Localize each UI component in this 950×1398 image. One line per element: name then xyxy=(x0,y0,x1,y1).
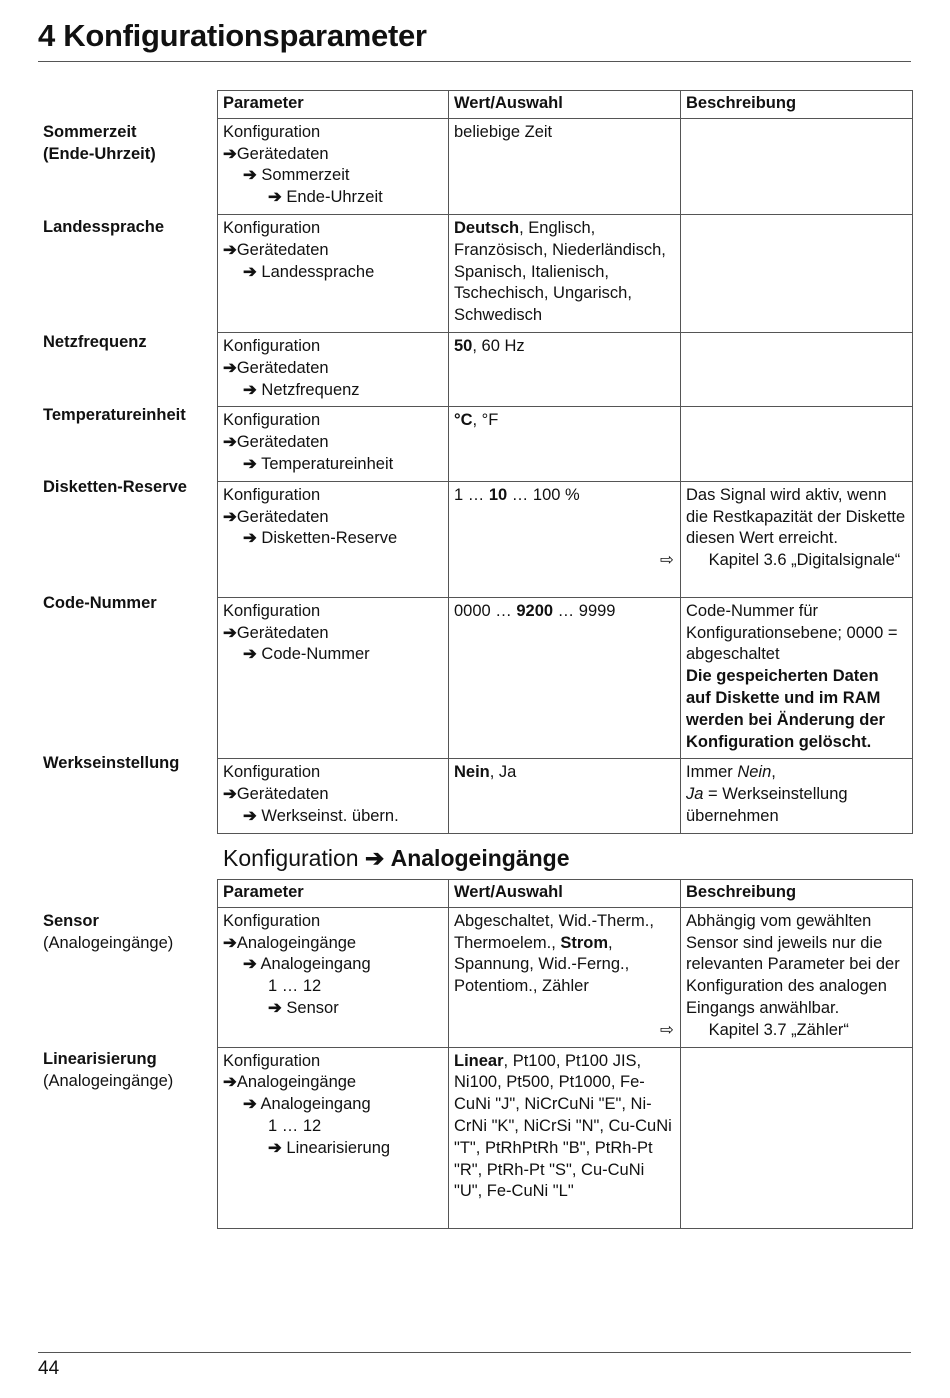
path-step xyxy=(223,358,443,380)
path-step: Konfiguration xyxy=(223,218,321,237)
arrow-right-icon: ➔ xyxy=(243,1095,257,1114)
page-number: 44 xyxy=(38,1358,60,1379)
table-row xyxy=(218,907,913,1047)
path-step xyxy=(223,165,443,187)
heading-text: Konfiguration xyxy=(223,845,359,871)
path-step-label: Linearisierung xyxy=(286,1138,391,1157)
table-row xyxy=(218,214,913,332)
path-step xyxy=(223,954,443,976)
value-options: , Ja xyxy=(489,763,517,782)
default-value: 50 xyxy=(454,336,473,355)
row-label-landessprache xyxy=(43,217,215,239)
cross-reference xyxy=(660,1020,907,1042)
description-text: Abhängig vom gewählten Sensor sind jeweils nur die relevanten Parameter bei der Konfiguration des analogen Eingangs anwählbar. xyxy=(686,911,900,1017)
arrow-right-icon: ➔ xyxy=(243,529,257,548)
path-step xyxy=(223,380,443,402)
parameter-table-analogeingaenge xyxy=(217,879,913,1229)
path-step: Konfiguration xyxy=(223,601,321,620)
path-step-label: Disketten-Reserve xyxy=(261,529,398,548)
path-step xyxy=(223,262,443,284)
column-header-parameter: Parameter xyxy=(218,880,449,908)
default-value: °C xyxy=(454,411,473,430)
arrow-right-icon: ➔ xyxy=(223,933,237,952)
row-label-line: Werkseinstellung xyxy=(43,754,180,772)
default-value: 10 xyxy=(488,485,508,504)
value-options: , Pt100, Pt100 JIS, Ni100, Pt500, Pt1000, Fe-CuNi "J", NiCrCuNi "E", Ni-CrNi "K", NiCrSi "N", Cu-CuNi "T", PtRhPtRh "B", PtRh-Pt "R", PtRh-Pt "S", Cu-CuNi "U", Fe-CuNi "L" xyxy=(454,1051,672,1201)
description-cell xyxy=(660,481,913,597)
cross-reference xyxy=(660,550,907,572)
warning-text: Die gespeicherten Daten auf Diskette und im RAM werden bei Änderung der Konfiguration gelöscht. xyxy=(686,667,885,751)
parameter-path xyxy=(218,907,449,1047)
row-label-line: Sensor xyxy=(43,912,99,930)
value-cell xyxy=(449,481,681,597)
arrow-right-icon: ➔ xyxy=(268,1138,282,1157)
parameter-path xyxy=(218,481,449,597)
path-step-label: Netzfrequenz xyxy=(261,380,360,399)
table-row xyxy=(218,332,913,406)
path-step: Konfiguration xyxy=(223,911,321,930)
arrow-right-icon: ➔ xyxy=(223,623,237,642)
table-row xyxy=(218,1047,913,1228)
path-step: Konfiguration xyxy=(223,411,321,430)
path-step-label: Sensor xyxy=(286,998,339,1017)
column-header-wert: Wert/Auswahl xyxy=(449,880,681,908)
path-step-label: Sommerzeit xyxy=(261,166,350,185)
path-step: 1 … 12 xyxy=(268,977,322,996)
arrow-right-icon: ➔ xyxy=(223,433,237,452)
arrow-right-icon: ➔ xyxy=(223,507,237,526)
row-label-line: Disketten-Reserve xyxy=(43,478,187,496)
value-cell xyxy=(449,907,681,1047)
parameter-path xyxy=(218,214,449,332)
reference-text: Kapitel 3.6 „Digitalsignale“ xyxy=(708,551,901,570)
table-header-row xyxy=(218,880,913,908)
value-min: 0000 … xyxy=(454,601,517,620)
path-step xyxy=(223,432,443,454)
reference-text: Kapitel 3.7 „Zähler“ xyxy=(708,1020,849,1039)
row-label-line: (Analogeingänge) xyxy=(43,1071,174,1090)
path-step xyxy=(223,240,443,262)
row-label-sensor xyxy=(43,911,215,955)
arrow-right-icon: ➔ xyxy=(243,806,257,825)
value-cell xyxy=(449,332,681,406)
heading-text-bold: Analogeingänge xyxy=(390,845,570,871)
arrow-right-icon: ➔ xyxy=(223,785,237,804)
value-cell xyxy=(449,759,681,833)
row-label-line: (Analogeingänge) xyxy=(43,933,174,952)
table-row xyxy=(218,597,913,759)
path-step xyxy=(223,806,443,828)
path-step-label: Gerätedaten xyxy=(236,785,329,804)
value-cell xyxy=(449,597,681,759)
section-heading-analogeingaenge xyxy=(223,845,570,872)
parameter-path xyxy=(218,597,449,759)
row-label-temperatureinheit xyxy=(43,405,215,427)
path-step-label: Gerätedaten xyxy=(236,240,329,259)
value-options: Abgeschaltet, Wid.-Therm., Thermoelem., xyxy=(454,911,654,952)
row-label-netzfrequenz xyxy=(43,332,215,354)
parameter-path xyxy=(218,1047,449,1228)
path-step-label: Gerätedaten xyxy=(236,144,329,163)
path-step xyxy=(223,144,443,166)
parameter-table-geraetedaten xyxy=(217,90,913,834)
description-emphasis: Ja xyxy=(686,785,704,804)
column-header-parameter: Parameter xyxy=(218,91,449,119)
value-options: , Englisch, Französisch, Niederländisch, Spanisch, Italienisch, Tschechisch, Ungarisch, Schwedisch xyxy=(454,218,666,325)
description-emphasis: Nein xyxy=(737,763,772,782)
path-step: Konfiguration xyxy=(223,1051,321,1070)
row-label-line: Temperatureinheit xyxy=(43,406,186,424)
title-divider xyxy=(38,61,911,62)
path-step xyxy=(223,784,443,806)
description-cell xyxy=(681,407,913,481)
column-header-wert: Wert/Auswahl xyxy=(449,91,681,119)
description-text: Das Signal wird aktiv, wenn die Restkapazität der Diskette diesen Wert erreicht. xyxy=(686,485,906,548)
parameter-path xyxy=(218,118,449,214)
value-max: … 9999 xyxy=(553,601,616,620)
table-row xyxy=(218,118,913,214)
path-step: 1 … 12 xyxy=(268,1116,322,1135)
hollow-arrow-icon: ⇨ xyxy=(660,551,674,570)
arrow-right-icon: ➔ xyxy=(243,166,257,185)
column-header-beschreibung: Beschreibung xyxy=(681,91,913,119)
value-max: … 100 % xyxy=(507,485,580,504)
row-label-line: Code-Nummer xyxy=(43,594,157,612)
path-step: Konfiguration xyxy=(223,763,321,782)
path-step-label: Analogeingänge xyxy=(236,1073,357,1092)
arrow-right-icon: ➔ xyxy=(268,998,282,1017)
path-step xyxy=(223,998,443,1020)
arrow-right-icon: ➔ xyxy=(223,1073,237,1092)
value-cell xyxy=(449,214,681,332)
description-text: Code-Nummer für Konfigurationsebene; 0000 = abgeschaltet xyxy=(686,601,898,664)
hollow-arrow-icon: ⇨ xyxy=(660,1020,674,1039)
path-step xyxy=(223,187,443,209)
default-value: Deutsch xyxy=(454,218,520,237)
description-cell xyxy=(660,907,913,1047)
path-step: Konfiguration xyxy=(223,336,321,355)
path-step xyxy=(223,528,443,550)
arrow-right-icon: ➔ xyxy=(223,358,237,377)
arrow-right-icon: ➔ xyxy=(243,645,257,664)
arrow-right-icon: ➔ xyxy=(268,188,282,207)
value-cell xyxy=(449,1047,681,1228)
path-step-label: Analogeingänge xyxy=(236,933,357,952)
table-row xyxy=(218,407,913,481)
table-row xyxy=(218,481,913,597)
path-step-label: Code-Nummer xyxy=(261,645,370,664)
path-step xyxy=(223,454,443,476)
path-step-label: Werkseinst. übern. xyxy=(261,806,399,825)
table-row xyxy=(218,759,913,833)
description-cell xyxy=(681,597,913,759)
value-options: , 60 Hz xyxy=(472,336,525,355)
footer-divider xyxy=(38,1352,911,1353)
value-options: , °F xyxy=(472,411,499,430)
value-min: 1 … xyxy=(454,485,489,504)
path-step-label: Landessprache xyxy=(261,262,375,281)
path-step xyxy=(223,507,443,529)
parameter-path xyxy=(218,407,449,481)
value-options: , Spannung, Wid.-Ferng., Potentiom., Zähler xyxy=(454,933,630,996)
row-label-line: (Ende-Uhrzeit) xyxy=(43,144,156,163)
description-cell xyxy=(681,1047,913,1228)
parameter-path xyxy=(218,759,449,833)
row-label-linearisierung xyxy=(43,1049,215,1093)
row-label-line: Netzfrequenz xyxy=(43,333,147,351)
row-label-sommerzeit xyxy=(43,122,215,166)
path-step-label: Gerätedaten xyxy=(236,507,329,526)
path-step-label: Temperatureinheit xyxy=(261,454,394,473)
path-step-label: Gerätedaten xyxy=(236,358,329,377)
path-step xyxy=(223,1138,443,1160)
arrow-right-icon: ➔ xyxy=(243,380,257,399)
default-value: Strom xyxy=(560,933,609,952)
arrow-right-icon: ➔ xyxy=(223,240,237,259)
description-text: , xyxy=(771,763,776,782)
path-step-label: Gerätedaten xyxy=(236,433,329,452)
path-step xyxy=(223,623,443,645)
arrow-right-icon: ➔ xyxy=(243,955,257,974)
value-cell xyxy=(449,407,681,481)
page-title: 4 Konfigurationsparameter xyxy=(38,18,427,53)
description-text: Immer xyxy=(686,763,738,782)
parameter-path xyxy=(218,332,449,406)
column-header-beschreibung: Beschreibung xyxy=(681,880,913,908)
path-step xyxy=(223,1094,443,1116)
path-step xyxy=(223,644,443,666)
description-text: = Werkseinstellung übernehmen xyxy=(686,785,848,825)
description-cell xyxy=(681,214,913,332)
description-cell xyxy=(681,332,913,406)
description-cell xyxy=(681,118,913,214)
default-value: Linear xyxy=(454,1051,504,1070)
path-step-label: Gerätedaten xyxy=(236,623,329,642)
path-step-label: Analogeingang xyxy=(260,955,371,974)
row-label-werkseinstellung xyxy=(43,753,215,775)
path-step xyxy=(223,933,443,955)
path-step xyxy=(223,1072,443,1094)
table-header-row xyxy=(218,91,913,119)
path-step-label: Analogeingang xyxy=(260,1095,371,1114)
row-label-line: Landessprache xyxy=(43,218,165,236)
arrow-right-icon: ➔ xyxy=(364,845,385,871)
row-label-code-nummer xyxy=(43,593,215,615)
description-cell xyxy=(681,759,913,833)
path-step: Konfiguration xyxy=(223,122,321,141)
row-label-disketten-reserve xyxy=(43,477,215,499)
arrow-right-icon: ➔ xyxy=(223,144,237,163)
arrow-right-icon: ➔ xyxy=(243,262,257,281)
row-label-line: Sommerzeit xyxy=(43,123,137,141)
row-label-line: Linearisierung xyxy=(43,1050,157,1068)
path-step: Konfiguration xyxy=(223,485,321,504)
arrow-right-icon: ➔ xyxy=(243,454,257,473)
path-step-label: Ende-Uhrzeit xyxy=(286,188,383,207)
value-cell: beliebige Zeit xyxy=(449,118,681,214)
default-value: 9200 xyxy=(516,601,554,620)
default-value: Nein xyxy=(454,763,490,782)
